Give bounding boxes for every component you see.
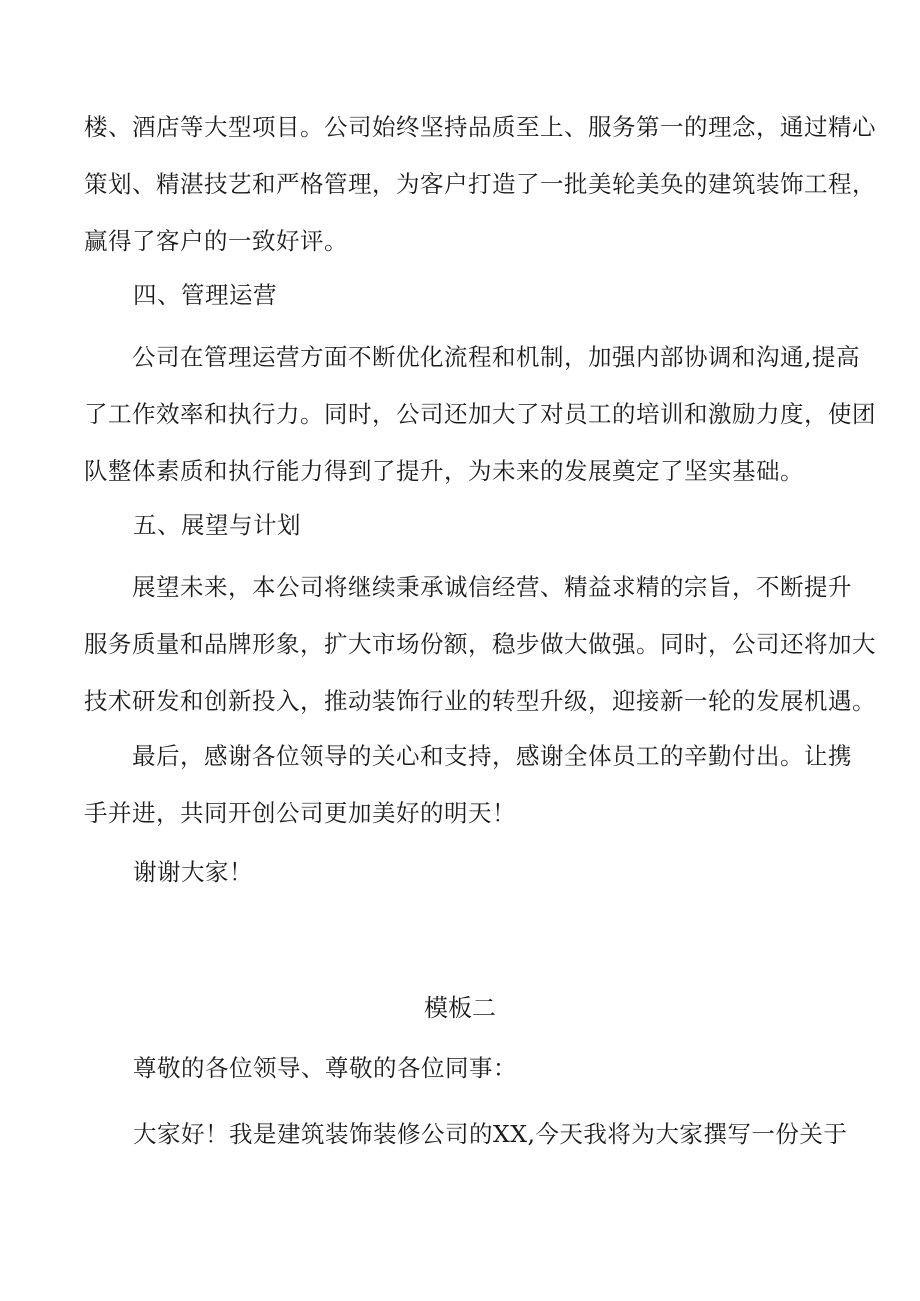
section5-heading: 五、展望与计划 <box>133 511 301 539</box>
paragraph-line: 了工作效率和执行力。同时，公司还加大了对员工的培训和激励力度，使团 <box>84 400 876 428</box>
section5-paragraph <box>84 559 876 730</box>
paragraph-line: 策划、精湛技艺和严格管理，为客户打造了一批美轮美奂的建筑装饰工程， <box>84 170 876 198</box>
paragraph-line: 最后，感谢各位领导的关心和支持，感谢全体员工的辛勤付出。让携 <box>132 742 852 770</box>
section4-heading: 四、管理运营 <box>133 281 277 309</box>
paragraph-line: 手并进，共同开创公司更加美好的明天！ <box>84 799 516 827</box>
closing-paragraph <box>84 728 852 842</box>
template-title: 模板二 <box>424 994 496 1022</box>
paragraph-line: 公司在管理运营方面不断优化流程和机制，加强内部协调和沟通,提高 <box>132 343 860 371</box>
paragraph-line: 技术研发和创新投入，推动装饰行业的转型升级，迎接新一轮的发展机遇。 <box>84 687 876 715</box>
paragraph-line: 服务质量和品牌形象，扩大市场份额，稳步做大做强。同时，公司还将加大 <box>84 630 876 658</box>
paragraph-line: 赢得了客户的一致好评。 <box>84 227 348 255</box>
section3-paragraph <box>84 99 876 270</box>
paragraph-line: 楼、酒店等大型项目。公司始终坚持品质至上、服务第一的理念，通过精心 <box>84 113 876 141</box>
section4-paragraph <box>84 329 876 500</box>
salutation-line: 尊敬的各位领导、尊敬的各位同事： <box>133 1054 517 1082</box>
thanks-line: 谢谢大家！ <box>133 858 253 886</box>
opening-line: 大家好！我是建筑装饰装修公司的XX,今天我将为大家撰写一份关于 <box>133 1120 848 1148</box>
paragraph-line: 队整体素质和执行能力得到了提升，为未来的发展奠定了坚实基础。 <box>84 457 804 485</box>
paragraph-line: 展望未来，本公司将继续秉承诚信经营、精益求精的宗旨，不断提升 <box>132 573 852 601</box>
